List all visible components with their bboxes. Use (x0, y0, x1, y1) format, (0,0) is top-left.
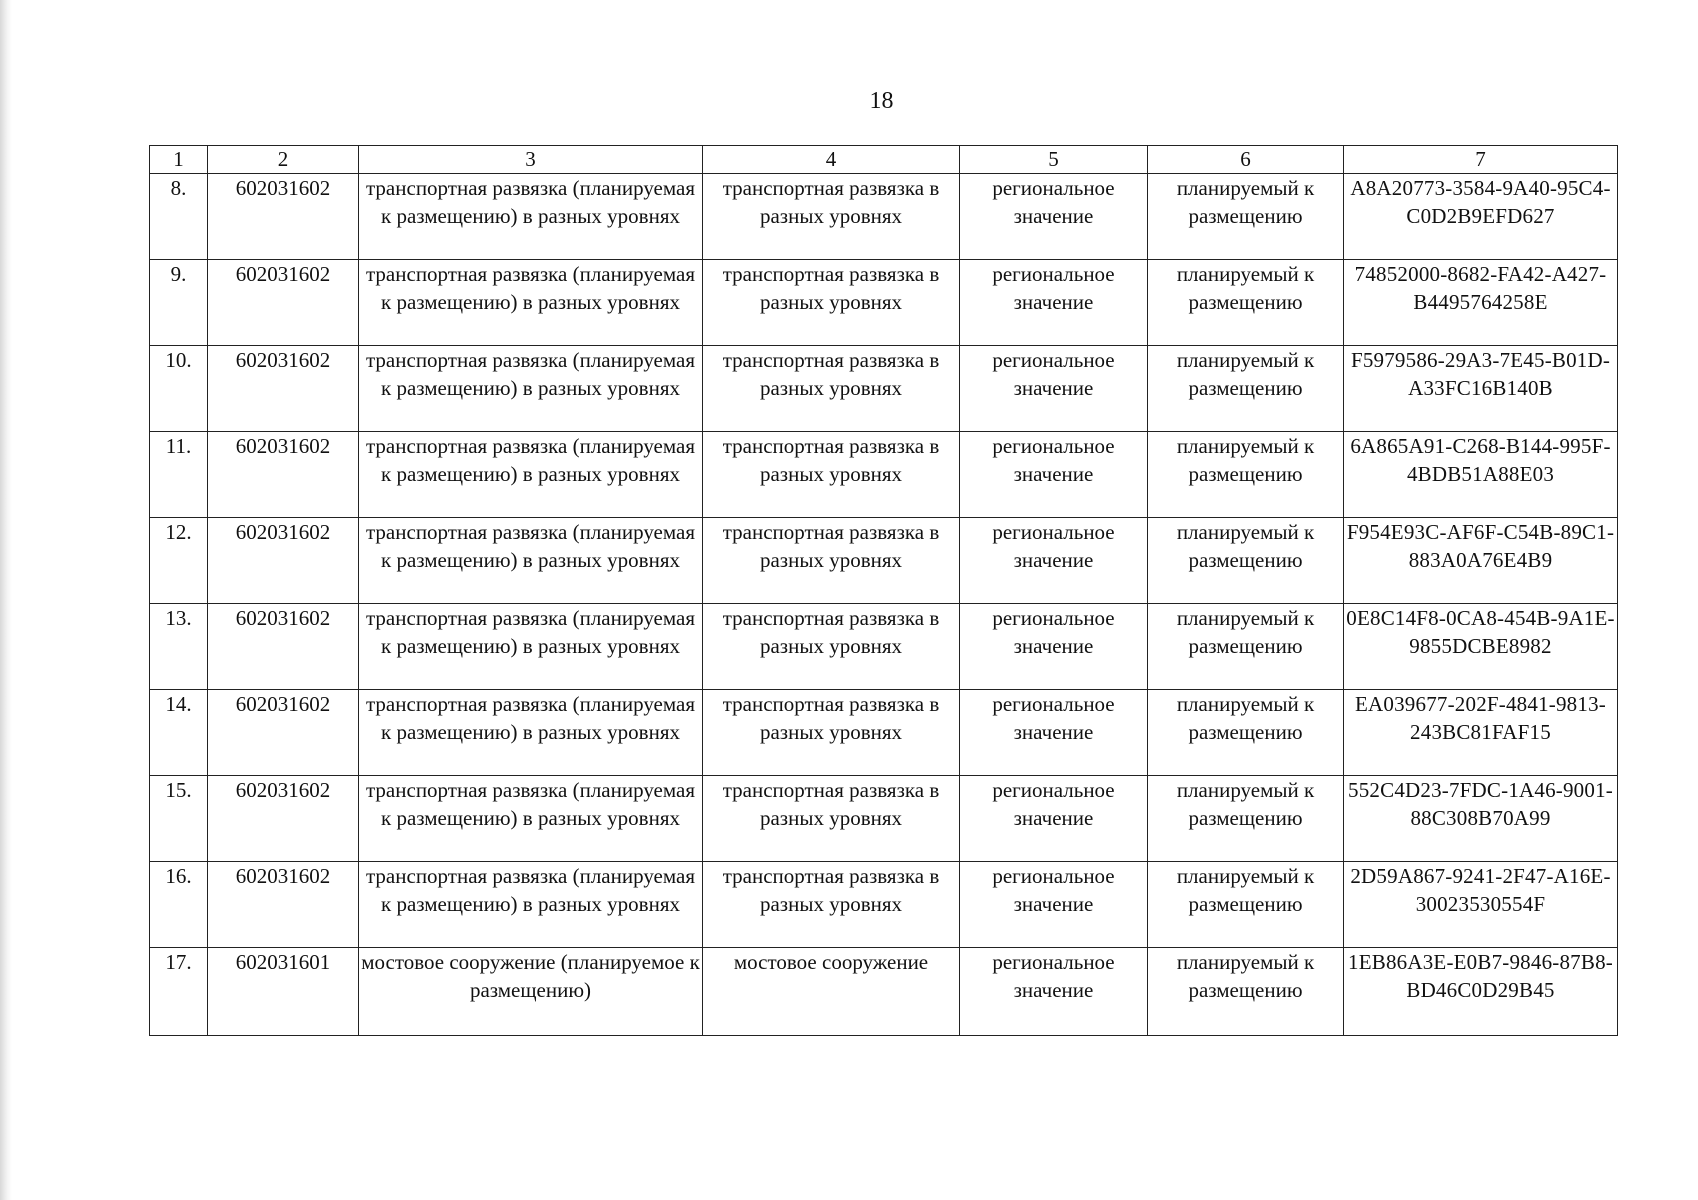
table-row (150, 948, 1618, 1036)
object-name-cell: транспортная развязка (планируемая к размещению) в разных уровнях (359, 432, 703, 518)
significance-cell: региональное значение (960, 518, 1148, 604)
status-cell: планируемый к размещению (1148, 174, 1344, 260)
table-row (150, 690, 1618, 776)
column-header: 2 (208, 146, 359, 174)
object-id-cell: F5979586-29A3-7E45-B01D-A33FC16B140B (1344, 346, 1618, 432)
object-type-cell: транспортная развязка в разных уровнях (703, 260, 960, 346)
object-code-cell: 602031602 (208, 260, 359, 346)
object-name-cell: мостовое сооружение (планируемое к размещению) (359, 948, 703, 1036)
object-id-cell: 552C4D23-7FDC-1A46-9001-88C308B70A99 (1344, 776, 1618, 862)
status-cell: планируемый к размещению (1148, 518, 1344, 604)
object-name-cell: транспортная развязка (планируемая к размещению) в разных уровнях (359, 260, 703, 346)
object-code-cell: 602031602 (208, 518, 359, 604)
object-id-cell: F954E93C-AF6F-C54B-89C1-883A0A76E4B9 (1344, 518, 1618, 604)
object-id-cell: EA039677-202F-4841-9813-243BC81FAF15 (1344, 690, 1618, 776)
object-name-cell: транспортная развязка (планируемая к размещению) в разных уровнях (359, 862, 703, 948)
row-number-cell: 11. (150, 432, 208, 518)
significance-cell: региональное значение (960, 862, 1148, 948)
table-row (150, 862, 1618, 948)
object-name-cell: транспортная развязка (планируемая к размещению) в разных уровнях (359, 776, 703, 862)
significance-cell: региональное значение (960, 174, 1148, 260)
table-header-row (150, 146, 1618, 174)
object-type-cell: транспортная развязка в разных уровнях (703, 518, 960, 604)
page-number: 18 (869, 88, 894, 114)
object-type-cell: транспортная развязка в разных уровнях (703, 174, 960, 260)
row-number-cell: 16. (150, 862, 208, 948)
object-name-cell: транспортная развязка (планируемая к размещению) в разных уровнях (359, 346, 703, 432)
status-cell: планируемый к размещению (1148, 862, 1344, 948)
object-code-cell: 602031602 (208, 862, 359, 948)
table-row (150, 346, 1618, 432)
row-number-cell: 13. (150, 604, 208, 690)
object-code-cell: 602031602 (208, 346, 359, 432)
table-row (150, 776, 1618, 862)
significance-cell: региональное значение (960, 690, 1148, 776)
significance-cell: региональное значение (960, 948, 1148, 1036)
column-header: 6 (1148, 146, 1344, 174)
status-cell: планируемый к размещению (1148, 346, 1344, 432)
status-cell: планируемый к размещению (1148, 604, 1344, 690)
object-name-cell: транспортная развязка (планируемая к размещению) в разных уровнях (359, 174, 703, 260)
table-body (150, 174, 1618, 1036)
object-code-cell: 602031602 (208, 174, 359, 260)
column-header: 4 (703, 146, 960, 174)
row-number-cell: 14. (150, 690, 208, 776)
significance-cell: региональное значение (960, 432, 1148, 518)
status-cell: планируемый к размещению (1148, 776, 1344, 862)
column-header: 5 (960, 146, 1148, 174)
status-cell: планируемый к размещению (1148, 432, 1344, 518)
row-number-cell: 9. (150, 260, 208, 346)
scan-left-edge (0, 0, 12, 1200)
status-cell: планируемый к размещению (1148, 260, 1344, 346)
object-type-cell: транспортная развязка в разных уровнях (703, 604, 960, 690)
object-id-cell: 74852000-8682-FA42-A427-B4495764258E (1344, 260, 1618, 346)
object-type-cell: транспортная развязка в разных уровнях (703, 776, 960, 862)
column-header: 1 (150, 146, 208, 174)
column-header: 7 (1344, 146, 1618, 174)
row-number-cell: 15. (150, 776, 208, 862)
object-type-cell: транспортная развязка в разных уровнях (703, 690, 960, 776)
table-row (150, 518, 1618, 604)
significance-cell: региональное значение (960, 260, 1148, 346)
significance-cell: региональное значение (960, 604, 1148, 690)
status-cell: планируемый к размещению (1148, 948, 1344, 1036)
object-type-cell: транспортная развязка в разных уровнях (703, 346, 960, 432)
row-number-cell: 17. (150, 948, 208, 1036)
object-name-cell: транспортная развязка (планируемая к размещению) в разных уровнях (359, 518, 703, 604)
table-header (150, 146, 1618, 174)
object-name-cell: транспортная развязка (планируемая к размещению) в разных уровнях (359, 690, 703, 776)
column-header: 3 (359, 146, 703, 174)
row-number-cell: 10. (150, 346, 208, 432)
object-id-cell: 6A865A91-C268-B144-995F-4BDB51A88E03 (1344, 432, 1618, 518)
object-id-cell: A8A20773-3584-9A40-95C4-C0D2B9EFD627 (1344, 174, 1618, 260)
table-row (150, 432, 1618, 518)
significance-cell: региональное значение (960, 346, 1148, 432)
object-type-cell: транспортная развязка в разных уровнях (703, 862, 960, 948)
object-code-cell: 602031602 (208, 776, 359, 862)
object-type-cell: транспортная развязка в разных уровнях (703, 432, 960, 518)
object-id-cell: 1EB86A3E-E0B7-9846-87B8-BD46C0D29B45 (1344, 948, 1618, 1036)
object-code-cell: 602031601 (208, 948, 359, 1036)
object-id-cell: 0E8C14F8-0CA8-454B-9A1E-9855DCBE8982 (1344, 604, 1618, 690)
row-number-cell: 8. (150, 174, 208, 260)
significance-cell: региональное значение (960, 776, 1148, 862)
objects-table (149, 145, 1618, 1036)
object-name-cell: транспортная развязка (планируемая к размещению) в разных уровнях (359, 604, 703, 690)
object-code-cell: 602031602 (208, 690, 359, 776)
object-type-cell: мостовое сооружение (703, 948, 960, 1036)
status-cell: планируемый к размещению (1148, 690, 1344, 776)
table-row (150, 604, 1618, 690)
table-row (150, 260, 1618, 346)
object-code-cell: 602031602 (208, 604, 359, 690)
object-id-cell: 2D59A867-9241-2F47-A16E-30023530554F (1344, 862, 1618, 948)
object-code-cell: 602031602 (208, 432, 359, 518)
table-row (150, 174, 1618, 260)
row-number-cell: 12. (150, 518, 208, 604)
